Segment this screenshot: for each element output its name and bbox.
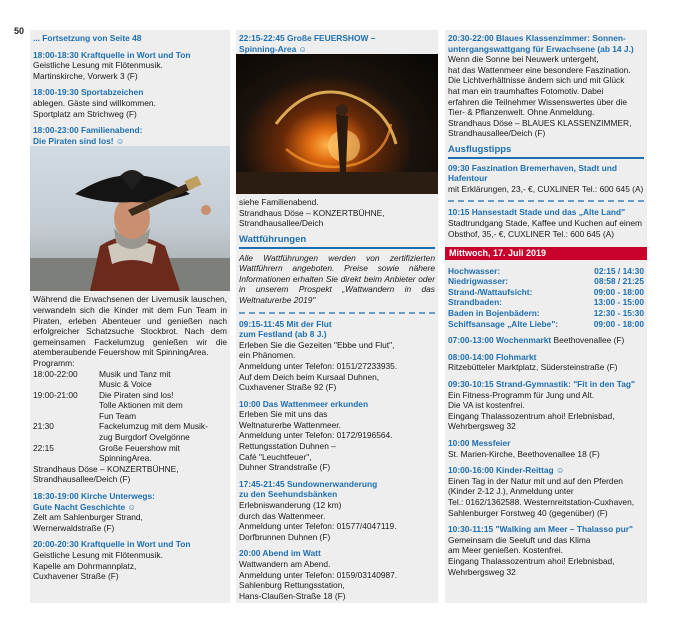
- program-time: 18:00-22:00: [33, 368, 78, 379]
- column-2: [236, 30, 438, 603]
- event-title: 10:00-16:00 Kinder-Reittag ☺: [448, 465, 565, 476]
- section-heading-ausflugstipps: Ausflugstipps: [448, 145, 644, 159]
- event-title: 09:30-10:15 Strand-Gymnastik: "Fit in den Tag": [448, 379, 635, 390]
- event-title: 22:15-22:45 Große FEUERSHOW – Spinning-Area ☺: [239, 33, 376, 54]
- event-title: 20:00 Abend im Watt: [239, 548, 321, 559]
- event-title: 07:00-13:00 Wochenmarkt: [448, 335, 552, 346]
- tide-value: 09:00 - 18:00: [593, 286, 644, 297]
- event-text: Ein Fitness-Programm für Jung und Alt. Die VA ist kostenfrei. Eingang Thalassozentrum ahoi! Erlebnisbad, Wehrbergsweg 32: [448, 389, 615, 432]
- program-time: 21:30: [33, 421, 54, 432]
- program-desc: Musik und Tanz mit Music & Voice: [99, 368, 171, 390]
- event-item: [239, 548, 435, 601]
- tide-label: Baden in Bojenbädern:: [448, 308, 540, 319]
- program-desc: Fackelumzug mit dem Musik- zug Burgdorf Ovelgönne: [99, 421, 208, 443]
- event-item: [448, 352, 644, 373]
- event-item: [239, 319, 435, 393]
- event-title: 18:30-19:00 Kirche Unterwegs: Gute Nacht Geschichte ☺: [33, 491, 155, 512]
- program-time: 22:15: [33, 442, 54, 453]
- tip-title: 10:15 Hansestadt Stade und das „Alte Land": [448, 207, 626, 218]
- tip-item: [448, 163, 644, 195]
- column-1: [30, 30, 230, 603]
- watt-intro: Alle Wattführungen werden von zertifizierten Wattführern angeboten. Preise sowie nähere Informationen erhalten Sie direkt beim Anbieter oder in unserem Prospekt „Wattwandern in das Weltnaturerbe 2019": [239, 252, 435, 305]
- event-text: St. Marien-Kirche, Beethovenallee 18 (F): [448, 448, 600, 459]
- event-title: 18:00-23:00 Familienabend: Die Piraten sind los! ☺: [33, 125, 143, 146]
- tide-value: 08:58 / 21:25: [594, 276, 644, 287]
- program-time: 19:00-21:00: [33, 389, 78, 400]
- event-item: [448, 335, 644, 346]
- event-text: Ritzebütteler Marktplatz, Südersteinstraße (F): [448, 362, 618, 373]
- event-item: [33, 491, 227, 533]
- event-item: [448, 524, 644, 577]
- event-item: [33, 50, 227, 82]
- program-label: Programm:: [33, 357, 75, 368]
- event-text: Geistliche Lesung mit Flötenmusik. Martinskirche, Vorwerk 3 (F): [33, 60, 163, 81]
- page-number: 50: [14, 26, 25, 36]
- event-title: 18:00-18:30 Kraftquelle in Wort und Ton: [33, 49, 191, 60]
- event-text: Erlebniswanderung (12 km) durch das Wattenmeer. Anmeldung unter Telefon: 01577/4047119. Dorfbrunnen Duhnen (F): [239, 500, 397, 542]
- event-title: 20:30-22:00 Blaues Klassenzimmer: Sonnen- untergangswattgang für Erwachsene (ab 14 J.): [448, 33, 634, 54]
- fireshow-illustration: [236, 54, 438, 194]
- column-3: [445, 30, 647, 603]
- event-text: Gemeinsam die Seeluft und das Klima am Meer genießen. Kostenfrei. Eingang Thalassozentrum ahoi! Erlebnisbad, Wehrbergsweg 32: [448, 534, 615, 577]
- event-title: 20:00-20:30 Kraftquelle in Wort und Ton: [33, 539, 191, 550]
- tide-label: Niedrigwasser:: [448, 276, 509, 287]
- tide-value: 13:00 - 15:00: [593, 297, 644, 308]
- program-row: [33, 421, 227, 442]
- program-row: [33, 390, 227, 422]
- tide-row: [448, 266, 644, 277]
- event-title: 09:15-11:45 Mit der Flut zum Festland (ab 8 J.): [239, 318, 332, 340]
- event-text: siehe Familienabend. Strandhaus Döse – KONZERTBÜHNE, Strandhausallee/Deich: [239, 197, 385, 229]
- pirate-illustration: [30, 146, 230, 291]
- program-row: [33, 443, 227, 464]
- event-inline-text: Beethovenallee (F): [551, 335, 625, 346]
- divider: [239, 312, 435, 314]
- event-title: 08:00-14:00 Flohmarkt: [448, 351, 537, 362]
- section-heading-wattfuehrungen: Wattführungen: [239, 235, 435, 249]
- tide-label: Strandbaden:: [448, 297, 502, 308]
- event-title: 18:00-19:30 Sportabzeichen: [33, 87, 144, 98]
- tide-label: Strand-/Wattaufsicht:: [448, 286, 533, 297]
- pirate-photo: [30, 146, 230, 291]
- event-item: [448, 465, 644, 518]
- event-title: 10:00 Messfeier: [448, 438, 511, 448]
- tide-row: [448, 276, 644, 287]
- tide-row: [448, 297, 644, 308]
- event-item: [239, 479, 435, 543]
- event-item: [239, 399, 435, 473]
- event-title: 17:45-21:45 Sundownerwanderung zu den Seehundsbänken: [239, 478, 378, 500]
- tide-label: Hochwasser:: [448, 265, 501, 276]
- event-title: 10:00 Das Wattenmeer erkunden: [239, 398, 369, 409]
- tide-row: [448, 319, 644, 330]
- divider: [448, 200, 644, 202]
- tip-text: mit Erklärungen, 23,- €, CUXLINER Tel.: 600 645 (A): [448, 183, 644, 194]
- tide-value: 09:00 - 18:00: [593, 318, 644, 329]
- event-item: [33, 539, 227, 581]
- tip-title: 09:30 Faszination Bremerhaven, Stadt und Hafentour: [448, 162, 617, 184]
- program-row: [33, 369, 227, 390]
- program-table: [33, 369, 227, 464]
- program-desc: Große Feuershow mit SpinningArea.: [99, 442, 180, 464]
- tide-value: 12:30 - 15:30: [593, 308, 644, 319]
- event-title: 10:30-11:15 "Walking am Meer – Thalasso pur": [448, 524, 633, 535]
- event-item: [448, 33, 644, 139]
- event-text: Erleben Sie mit uns das Weltnaturerbe Wattenmeer. Anmeldung unter Telefon: 0172/9196564. Rettungsstation Duhnen – Café "Leuchtfeuer", Duhner Strandstraße (F): [239, 409, 393, 473]
- event-item: [33, 87, 227, 119]
- tide-row: [448, 287, 644, 298]
- event-text: Einen Tag in der Natur mit und auf den Pferden (Kinder 2-12 J.), Anmeldung unter Tel.: 0162/1362588. Westernreitstation-Cuxhaven, Sahlenburger Forstweg 40 (gegenüber) (F): [448, 475, 635, 518]
- tide-value: 02:15 / 14:30: [594, 265, 644, 276]
- tip-text: Stadtrundgang Stade, Kaffee und Kuchen auf einem Obsthof, 35,- €, CUXLINER Tel.: 600 645 (A): [448, 217, 643, 239]
- event-text: Zelt am Sahlenburger Strand, Wernerwaldstraße (F): [33, 512, 143, 533]
- family-text: Während die Erwachsenen der Livemusik lauschen, verwandeln sich die Kinder mit dem Fun Team in Piraten, erleben Abenteuer und genießen nach erfolgreicher Schatzsuche Stockbrot. Nach dem gemeinsamen Fackelumzug genießen wir die atemberaubende Feuershow mit SpinningArea.: [33, 294, 227, 358]
- event-item: [448, 438, 644, 459]
- tip-item: [448, 207, 644, 239]
- event-text: Wenn die Sonne bei Neuwerk untergeht, hat das Wattenmeer eine besondere Faszination. Die Lichtverhältnisse ändern sich und mit Glück hat man ein traumhaftes Fotomotiv. Dabei erfahren die Teilnehmer Wissenswertes über die Tier- & Pflanzenwelt. Ohne Anmeldung. Strandhaus Döse – BLAUES KLASSENZIMMER, Strandhausallee/Deich (F): [448, 54, 632, 139]
- date-heading: Mittwoch, 17. Juli 2019: [445, 247, 647, 260]
- program-desc: Die Piraten sind los! Tolle Aktionen mit dem Fun Team: [99, 389, 183, 421]
- event-text: Wattwandern am Abend. Anmeldung unter Telefon: 0159/03140987. Sahlenburg Rettungsstation, Hans-Claußen-Straße 18 (F): [239, 559, 398, 601]
- tide-label: Schiffsansage „Alte Liebe":: [448, 318, 559, 329]
- event-text: ablegen. Gäste sind willkommen. Sportplatz am Strichweg (F): [33, 97, 156, 119]
- event-item: [33, 125, 227, 146]
- event-text: Geistliche Lesung mit Flötenmusik. Kapelle am Dohrmannplatz, Cuxhavener Straße (F): [33, 550, 163, 582]
- fireshow-photo: [236, 54, 438, 194]
- tide-table: [448, 266, 644, 330]
- tide-row: [448, 308, 644, 319]
- continued-note: ... Fortsetzung von Seite 48: [33, 33, 142, 43]
- event-text: Erleben Sie die Gezeiten "Ebbe und Flut", ein Phänomen. Anmeldung unter Telefon: 0151/27233935. Auf dem Deich beim Kursaal Duhnen, Cuxhavener Straße 92 (F): [239, 339, 398, 393]
- family-venue: Strandhaus Döse – KONZERTBÜHNE, Strandhausallee/Deich (F): [33, 463, 179, 485]
- event-item: [448, 379, 644, 432]
